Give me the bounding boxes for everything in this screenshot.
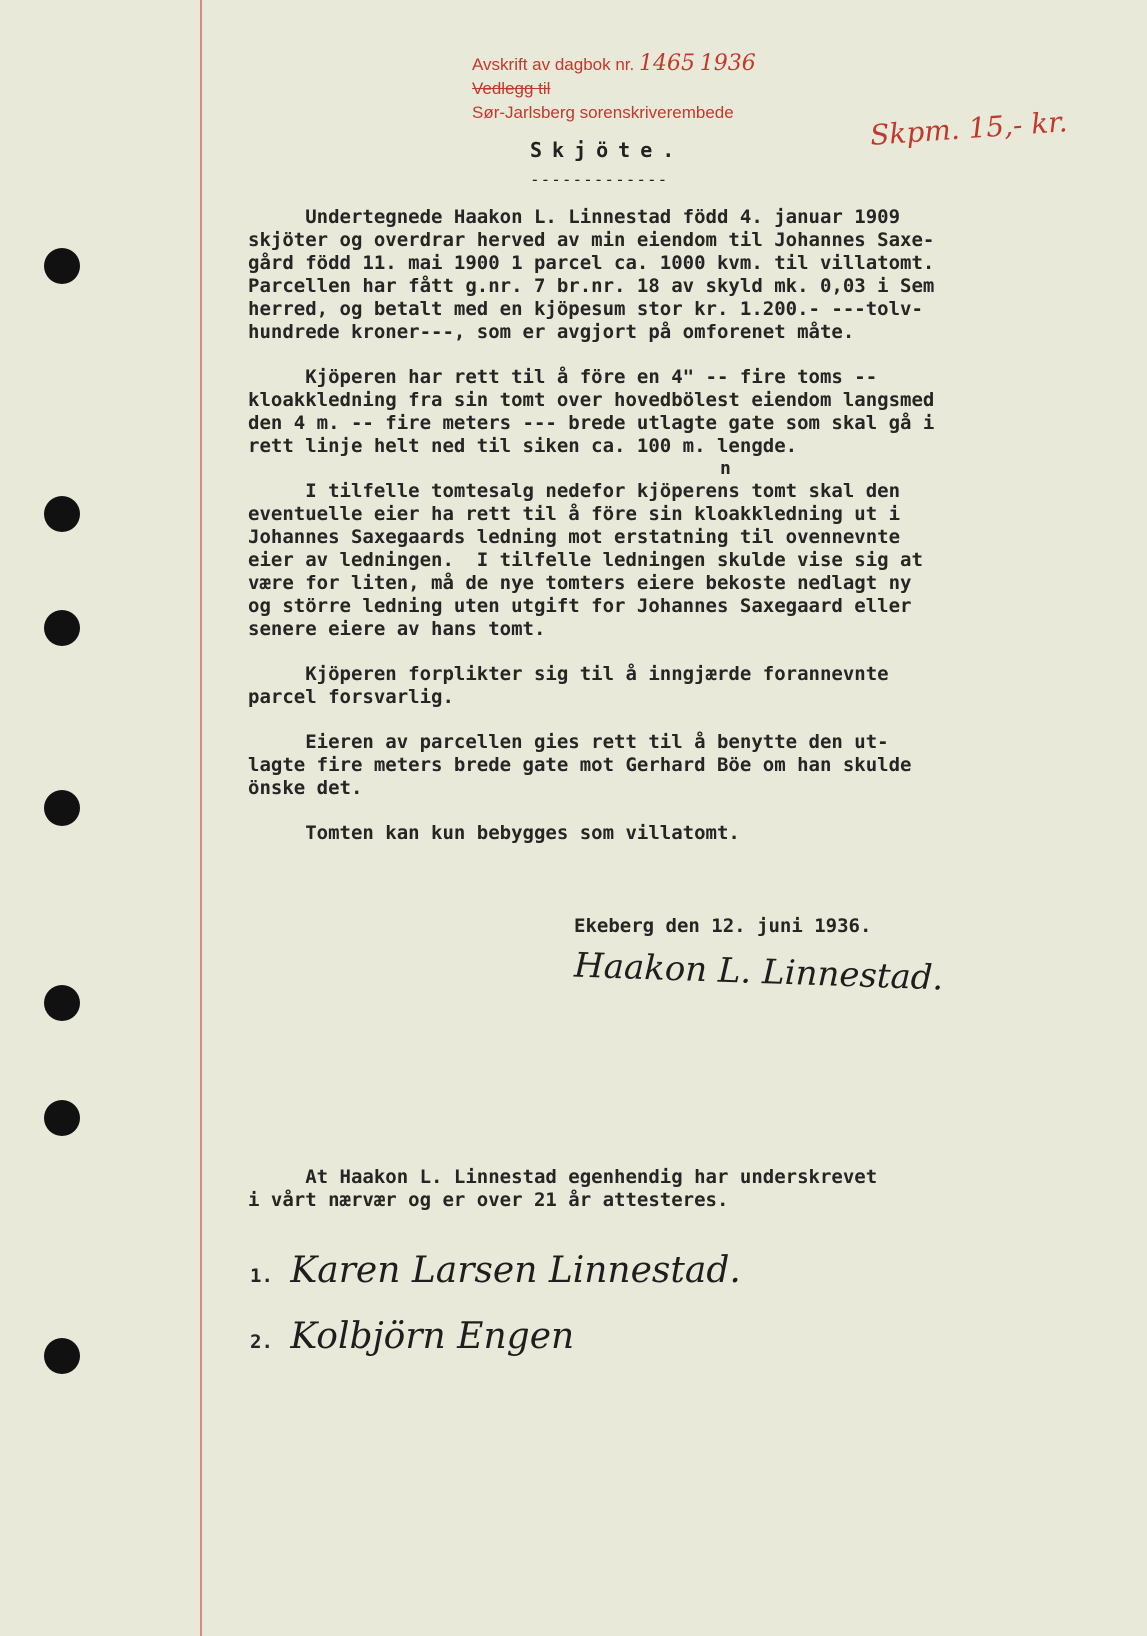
text-line: Tomten kan kun bebygges som villatomt. [248, 822, 740, 844]
paragraph [248, 480, 1078, 641]
text-line: hundrede kroner---, som er avgjort på omforenet måte. [248, 321, 855, 343]
seller-signature: Haakon L. Linnestad. [573, 945, 945, 999]
title-underline: ------------- [530, 170, 669, 189]
text-line: önske det. [248, 777, 363, 799]
text-line: Undertegnede Haakon L. Linnestad född 4. januar 1909 [248, 206, 901, 228]
stamp-vedlegg: Vedlegg til [472, 79, 551, 98]
paragraph [248, 663, 1078, 709]
text-line: og större ledning uten utgift for Johannes Saxegaard eller [248, 595, 912, 617]
punch-hole [44, 610, 80, 646]
punch-hole [44, 248, 80, 284]
witness-1 [250, 1250, 741, 1291]
text-line: skjöter og overdrar herved av min eiendom til Johannes Saxe- [248, 229, 935, 251]
punch-hole [44, 496, 80, 532]
text-line: Johannes Saxegaards ledning mot erstatning til ovennevnte [248, 526, 901, 548]
text-line: den 4 m. -- fire meters --- brede utlagte gate som skal gå i [248, 412, 935, 434]
text-line: gård född 11. mai 1900 1 parcel ca. 1000 kvm. til villatomt. [248, 252, 935, 274]
text-line: kloakkledning fra sin tomt over hovedbölest eiendom langsmed [248, 389, 935, 411]
text-line: være for liten, må de nye tomters eiere bekoste nedlagt ny [248, 572, 912, 594]
text-line: parcel forsvarlig. [248, 686, 454, 708]
registry-stamp [472, 52, 756, 125]
stamp-year: 1936 [699, 51, 756, 76]
stamp-prefix: Avskrift av [472, 55, 551, 74]
stamp-number: 1465 [638, 51, 695, 76]
text-line: At Haakon L. Linnestad egenhendig har underskrevet [248, 1166, 878, 1188]
insert-mark: n [720, 458, 731, 479]
paragraph [248, 366, 1078, 458]
deed-body [248, 206, 1078, 867]
place-date: Ekeberg den 12. juni 1936. [574, 915, 872, 937]
punch-hole [44, 1338, 80, 1374]
witness-signature: Karen Larsen Linnestad. [290, 1250, 741, 1291]
document-title: Skjöte. [530, 138, 685, 162]
paragraph [248, 206, 1078, 344]
witness-signature: Kolbjörn Engen [290, 1316, 575, 1357]
margin-note: Skpm. 15,- kr. [869, 105, 1069, 152]
stamp-office: Sør-Jarlsberg sorenskriverembede [472, 103, 734, 122]
text-line: Eieren av parcellen gies rett til å benytte den ut- [248, 731, 889, 753]
text-line: i vårt nærvær og er over 21 år attesteres. [248, 1189, 729, 1211]
text-line: I tilfelle tomtesalg nedefor kjöperens tomt skal den [248, 480, 901, 502]
text-line: eier av ledningen. I tilfelle ledningen skulde vise sig at [248, 549, 923, 571]
text-line: lagte fire meters brede gate mot Gerhard Böe om han skulde [248, 754, 912, 776]
text-line: eventuelle eier ha rett til å före sin kloakkledning ut i [248, 503, 901, 525]
paragraph [248, 822, 1078, 845]
attestation [248, 1166, 1078, 1212]
witness-number: 2. [250, 1331, 273, 1353]
stamp-dagbok: dagbok nr. [554, 55, 635, 74]
text-line: senere eiere av hans tomt. [248, 618, 546, 640]
text-line: rett linje helt ned til siken ca. 100 m. lengde. [248, 435, 798, 457]
text-line: Kjöperen har rett til å före en 4" -- fire toms -- [248, 366, 878, 388]
text-line: herred, og betalt med en kjöpesum stor kr. 1.200.- ---tolv- [248, 298, 923, 320]
witness-2 [250, 1316, 574, 1357]
text-line: Kjöperen forplikter sig til å inngjærde forannevnte [248, 663, 889, 685]
punch-hole [44, 985, 80, 1021]
paragraph [248, 731, 1078, 800]
margin-rule [200, 0, 202, 1636]
text-line: Parcellen har fått g.nr. 7 br.nr. 18 av skyld mk. 0,03 i Sem [248, 275, 935, 297]
punch-hole [44, 1100, 80, 1136]
witness-number: 1. [250, 1265, 273, 1287]
punch-hole [44, 790, 80, 826]
